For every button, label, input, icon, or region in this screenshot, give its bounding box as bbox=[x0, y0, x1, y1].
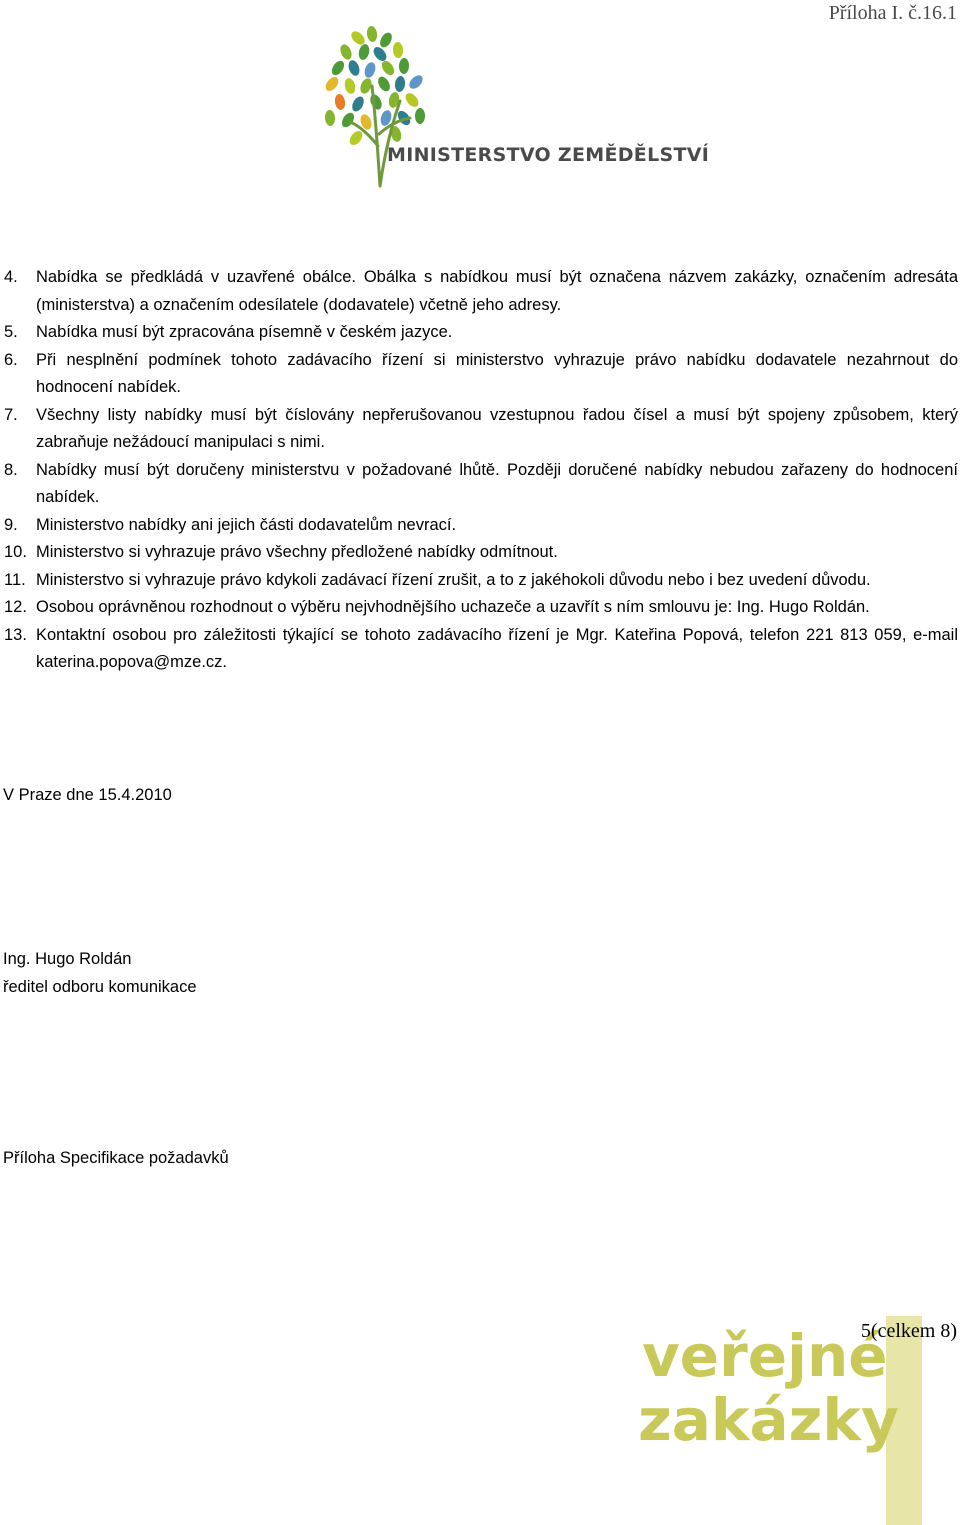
ministry-name: MINISTERSTVO ZEMĚDĚLSTVÍ bbox=[387, 144, 710, 166]
leaf-shape bbox=[357, 43, 370, 61]
item-text: Všechny listy nabídky musí být číslovány nepřerušovanou vzestupnou řadou čísel a musí být spojeny způsobem, který zabraňuje nežádoucí manipulaci s nimi. bbox=[36, 405, 958, 451]
list-item bbox=[4, 539, 958, 567]
signer-name: Ing. Hugo Roldán bbox=[3, 950, 132, 968]
list-item bbox=[4, 264, 958, 319]
leaf-shape bbox=[324, 110, 335, 127]
conditions-list bbox=[4, 264, 958, 677]
item-number: 13. bbox=[4, 625, 27, 644]
item-text: Osobou oprávněnou rozhodnout o výběru nejvhodnějšího uchazeče a uzavřít s ním smlouvu je: Ing. Hugo Roldán. bbox=[36, 598, 870, 616]
logo-line-1: veřejné bbox=[642, 1322, 888, 1390]
leaf-shape bbox=[339, 111, 356, 130]
list-item bbox=[4, 512, 958, 540]
list-item bbox=[4, 567, 958, 595]
leaf-shape bbox=[407, 73, 425, 91]
attachment-label: Příloha I. č.16.1 bbox=[828, 2, 957, 24]
item-number: 5. bbox=[4, 323, 18, 341]
leaf-shape bbox=[415, 108, 425, 124]
item-text: Nabídka musí být zpracována písemně v českém jazyce. bbox=[36, 323, 453, 341]
item-text: Ministerstvo nabídky ani jejich části dodavatelům nevrací. bbox=[36, 515, 457, 534]
item-number: 11. bbox=[4, 570, 26, 589]
item-number: 7. bbox=[4, 405, 18, 424]
leaf-shape bbox=[378, 31, 395, 50]
page-number: 5(celkem 8) bbox=[860, 1320, 957, 1342]
leaf-shape bbox=[323, 75, 341, 94]
item-number: 9. bbox=[4, 515, 18, 534]
item-text: Ministerstvo si vyhrazuje právo kdykoli zadávací řízení zrušit, a to z jakéhokoli důvodu nebo i bez uvedení důvodu. bbox=[36, 570, 871, 589]
leaf-shape bbox=[334, 93, 346, 110]
item-number: 10. bbox=[4, 543, 27, 561]
leaf-shape bbox=[363, 61, 377, 79]
leaf-shape bbox=[329, 59, 346, 78]
list-item bbox=[4, 347, 958, 402]
item-text: Ministerstvo si vyhrazuje právo všechny předložené nabídky odmítnout. bbox=[36, 543, 558, 561]
item-number: 12. bbox=[4, 598, 27, 616]
item-number: 8. bbox=[4, 460, 18, 479]
logo-line-2: zakázky bbox=[638, 1386, 899, 1454]
item-text: Nabídky musí být doručeny ministerstvu v požadované lhůtě. Později doručené nabídky nebudou zařazeny do hodnocení nabídek. bbox=[36, 460, 958, 506]
item-text: Při nesplnění podmínek tohoto zadávacího řízení si ministerstvo vyhrazuje právo nabídku dodavatele nezahrnout do hodnocení nabídek. bbox=[36, 350, 958, 396]
leaf-shape bbox=[399, 58, 410, 74]
leaf-shape bbox=[376, 75, 393, 94]
ministry-tree-logo bbox=[300, 26, 680, 196]
list-item bbox=[4, 319, 958, 347]
leaf-shape bbox=[338, 43, 354, 62]
list-item bbox=[4, 594, 958, 622]
leaf-shape bbox=[350, 95, 366, 114]
item-number: 6. bbox=[4, 350, 18, 369]
leaf-shape bbox=[366, 26, 378, 43]
leaf-shape bbox=[403, 91, 421, 110]
leaf-shape bbox=[368, 93, 384, 112]
item-text: Kontaktní osobou pro záležitosti týkající se tohoto zadávacího řízení je Mgr. Kateřina Popová, telefon 221 813 059, e-mail katerina.popova@mze.cz. bbox=[36, 625, 958, 671]
attachment-reference: Příloha Specifikace požadavků bbox=[3, 1149, 229, 1167]
signer-role: ředitel odboru komunikace bbox=[3, 978, 197, 996]
list-item bbox=[4, 622, 958, 677]
item-text: Nabídka se předkládá v uzavřené obálce. Obálka s nabídkou musí být označena názvem zakázky, označením adresáta (ministerstva) a označením odesílatele (dodavatele) včetně jeho adresy. bbox=[36, 268, 958, 314]
verejne-zakazky-logo bbox=[630, 1316, 960, 1525]
leaf-shape bbox=[343, 77, 357, 95]
leaf-shape bbox=[347, 59, 362, 77]
leaf-shape bbox=[371, 45, 389, 64]
list-item bbox=[4, 457, 958, 512]
leaf-shape bbox=[379, 59, 396, 78]
tree-leaves bbox=[323, 26, 425, 147]
leaf-shape bbox=[394, 75, 406, 92]
place-and-date: V Praze dne 15.4.2010 bbox=[3, 786, 172, 804]
leaf-shape bbox=[393, 42, 404, 59]
item-number: 4. bbox=[4, 268, 18, 286]
list-item bbox=[4, 402, 958, 457]
